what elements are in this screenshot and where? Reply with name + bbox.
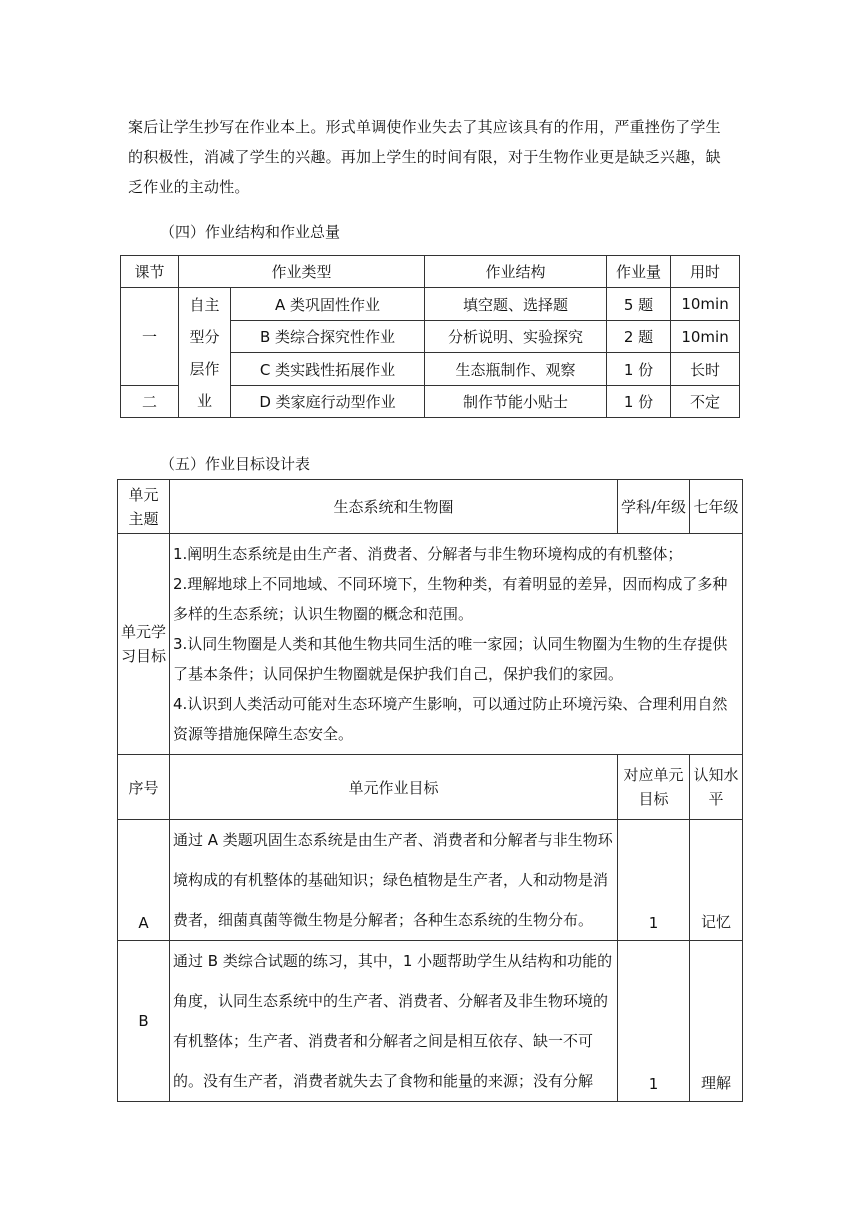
time-cell: 10min (671, 321, 740, 353)
goal-line: 多样的生态系统；认识生物圈的概念和范围。 (173, 605, 474, 623)
header-index: 序号 (118, 755, 170, 820)
goal-design-table (117, 479, 743, 1102)
amount-cell: 1 份 (607, 386, 671, 418)
time-cell: 长时 (671, 353, 740, 386)
goal-line: 3.认同生物圈是人类和其他生物共同生活的唯一家园；认同生物圈为生物的生存提供 (173, 635, 728, 653)
amount-cell: 1 份 (607, 353, 671, 386)
row-target: 通过 B 类综合试题的练习，其中，1 小题帮助学生从结构和功能的 角度，认同生态系统中的生产者、消费者、分解者及非生物环境的 有机整体；生产者、消费者和分解者之间是相互依存、缺一不可 的。没有生产者，消费者就失去了食物和能量的来源；没有分解 (170, 941, 618, 1102)
time-cell: 不定 (671, 386, 740, 418)
time-cell: 10min (671, 288, 740, 321)
structure-cell: 填空题、选择题 (425, 288, 607, 321)
type-cell: C 类实践性拓展作业 (231, 353, 425, 386)
row-goal: 1 (618, 941, 690, 1102)
header-structure: 作业结构 (425, 256, 607, 288)
goal-line: 4.认识到人类活动可能对生态环境产生影响，可以通过防止环境污染、合理利用自然 (173, 695, 728, 713)
target-header-row (118, 755, 743, 820)
type-cell: A 类巩固性作业 (231, 288, 425, 321)
amount-cell: 2 题 (607, 321, 671, 353)
row-target: 通过 A 类题巩固生态系统是由生产者、消费者和分解者与非生物环 境构成的有机整体的基础知识；绿色植物是生产者，人和动物是消 费者，细菌真菌等微生物是分解者；各种生态系统的生物分布。 (170, 820, 618, 941)
header-type: 作业类型 (179, 256, 425, 288)
workload-header-row (121, 256, 740, 288)
section5-heading: （五）作业目标设计表 (160, 455, 311, 473)
structure-cell: 生态瓶制作、观察 (425, 353, 607, 386)
structure-cell: 分析说明、实验探究 (425, 321, 607, 353)
header-target: 单元作业目标 (170, 755, 618, 820)
header-amount: 作业量 (607, 256, 671, 288)
intro-line: 的积极性，消减了学生的兴趣。再加上学生的时间有限，对于生物作业更是缺乏兴趣，缺 (128, 148, 721, 166)
intro-line: 乏作业的主动性。 (128, 178, 250, 196)
goal-line: 了基本条件；认同保护生物圈就是保护我们自己，保护我们的家园。 (173, 665, 624, 683)
unit-theme-value: 生态系统和生物圈 (170, 480, 618, 534)
table-row (121, 288, 740, 321)
row-level: 理解 (690, 941, 743, 1102)
header-lesson: 课节 (121, 256, 179, 288)
type-cell: D 类家庭行动型作业 (231, 386, 425, 418)
goal-line: 1.阐明生态系统是由生产者、消费者、分解者与非生物环境构成的有机整体； (173, 545, 683, 563)
header-time: 用时 (671, 256, 740, 288)
type-cell: B 类综合探究性作业 (231, 321, 425, 353)
unit-theme-label: 单元 主题 (118, 480, 170, 534)
intro-paragraph (128, 112, 748, 202)
table-row (118, 820, 743, 941)
header-unit-goal: 对应单元 目标 (618, 755, 690, 820)
table-row (118, 941, 743, 1102)
row-level: 记忆 (690, 820, 743, 941)
lesson-one: 一 (121, 288, 179, 386)
unit-theme-row (118, 480, 743, 534)
goal-line: 2.理解地球上不同地域、不同环境下，生物种类，有着明显的差异，因而构成了多种 (173, 575, 728, 593)
lesson-two: 二 (121, 386, 179, 418)
header-cognition: 认知水 平 (690, 755, 743, 820)
grade-value: 七年级 (690, 480, 743, 534)
intro-line: 案后让学生抄写在作业本上。形式单调使作业失去了其应该具有的作用，严重挫伤了学生 (128, 118, 721, 136)
unit-goals-label: 单元学 习目标 (118, 534, 170, 755)
amount-cell: 5 题 (607, 288, 671, 321)
workload-table (120, 255, 740, 418)
row-index: A (118, 820, 170, 941)
unit-goals-row (118, 534, 743, 755)
unit-goals-text (170, 534, 743, 755)
section4-heading: （四）作业结构和作业总量 (160, 223, 341, 241)
row-goal: 1 (618, 820, 690, 941)
row-index: B (118, 941, 170, 1102)
group-label: 自主 型分 层作 业 (179, 288, 231, 418)
subject-grade-label: 学科/年级 (618, 480, 690, 534)
structure-cell: 制作节能小贴士 (425, 386, 607, 418)
goal-line: 资源等措施保障生态安全。 (173, 725, 354, 743)
